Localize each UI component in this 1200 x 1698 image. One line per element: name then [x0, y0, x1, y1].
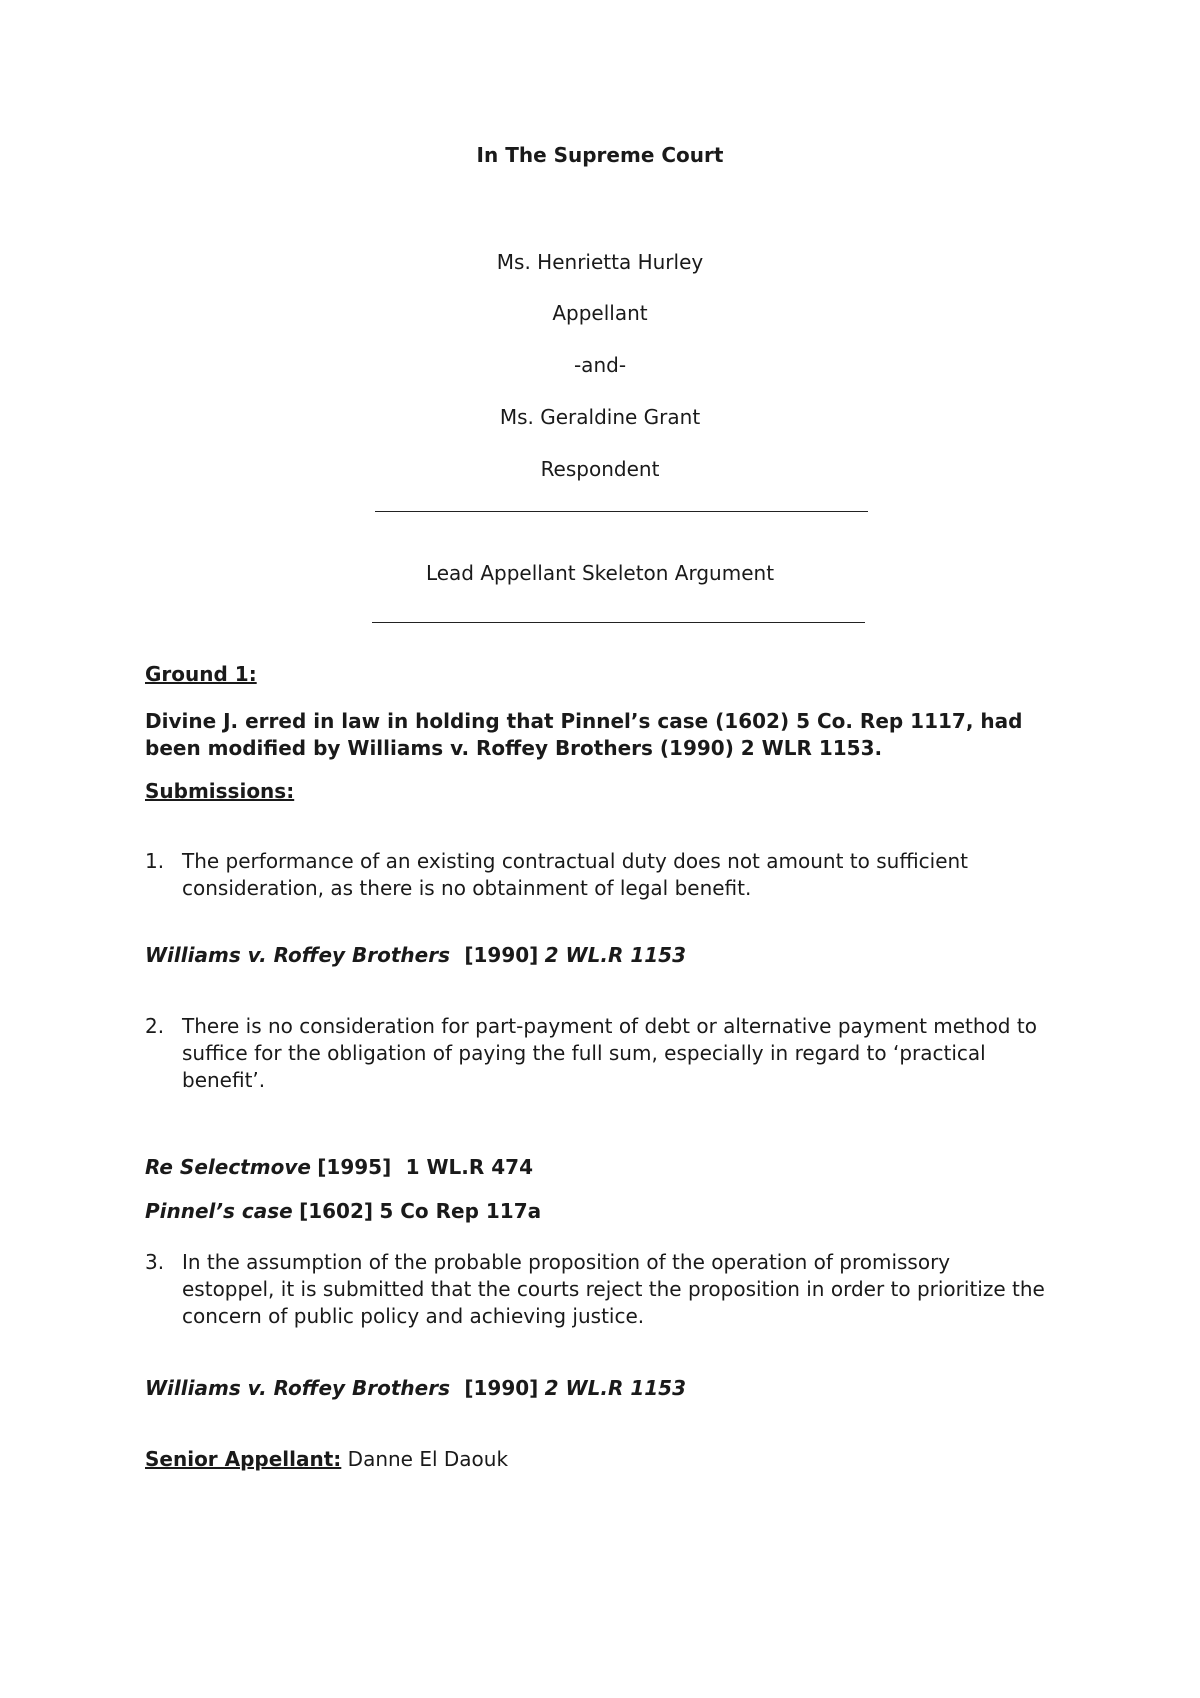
- submission-item-2: [145, 1013, 1075, 1094]
- document-title: Lead Appellant Skeleton Argument: [425, 561, 775, 585]
- case-name: Pinnel’s case: [145, 1199, 293, 1223]
- submission-line: concern of public policy and achieving justice.: [182, 1304, 645, 1328]
- case-year: [1990]: [464, 1376, 539, 1400]
- authority-pinnel: [145, 1198, 1065, 1225]
- case-name: Re Selectmove: [145, 1155, 311, 1179]
- submission-number: 3.: [145, 1250, 165, 1274]
- submission-number: 1.: [145, 849, 165, 873]
- submission-line: There is no consideration for part-payment of debt or alternative payment method to: [182, 1014, 1037, 1038]
- divider-bottom: [372, 622, 865, 623]
- case-name: Williams v. Roffey Brothers: [145, 943, 450, 967]
- ground-statement-line-2: been modified by Williams v. Roffey Brothers (1990) 2 WLR 1153.: [145, 736, 883, 760]
- ground-heading: Ground 1:: [145, 662, 257, 686]
- case-year: [1995]: [317, 1155, 392, 1179]
- case-year: [1602]: [299, 1199, 374, 1223]
- respondent-name: Ms. Geraldine Grant: [499, 405, 701, 429]
- authority-williams-1: [145, 942, 1065, 969]
- submission-line: benefit’.: [182, 1068, 266, 1092]
- ground-statement: [145, 708, 1065, 762]
- appellant-name: Ms. Henrietta Hurley: [496, 250, 704, 274]
- case-citation: 1 WL.R 474: [405, 1155, 533, 1179]
- case-name: Williams v. Roffey Brothers: [145, 1376, 450, 1400]
- submission-line: The performance of an existing contractual duty does not amount to sufficient: [182, 849, 969, 873]
- case-citation: 2 WL.R 1153: [544, 1376, 686, 1400]
- court-heading: In The Supreme Court: [476, 143, 724, 167]
- respondent-role: Respondent: [540, 457, 660, 481]
- senior-appellant-label: Senior Appellant:: [145, 1447, 342, 1471]
- submission-number: 2.: [145, 1014, 165, 1038]
- case-citation: 5 Co Rep 117a: [379, 1199, 542, 1223]
- submission-line: suffice for the obligation of paying the full sum, especially in regard to ‘practical: [182, 1041, 986, 1065]
- divider-top: [375, 511, 868, 512]
- submission-line: consideration, as there is no obtainment of legal benefit.: [182, 876, 752, 900]
- authority-selectmove: [145, 1154, 1065, 1181]
- submission-line: In the assumption of the probable proposition of the operation of promissory: [182, 1250, 951, 1274]
- submission-item-1: [145, 848, 1075, 902]
- submission-line: estoppel, it is submitted that the courts reject the proposition in order to prioritize the: [182, 1277, 1045, 1301]
- authority-williams-2: [145, 1375, 1065, 1402]
- submissions-heading: Submissions:: [145, 779, 295, 803]
- case-year: [1990]: [464, 943, 539, 967]
- senior-appellant-name: Danne El Daouk: [347, 1447, 509, 1471]
- ground-statement-line-1: Divine J. erred in law in holding that Pinnel’s case (1602) 5 Co. Rep 1117, had: [145, 709, 1023, 733]
- senior-appellant: [145, 1446, 1065, 1473]
- case-citation: 2 WL.R 1153: [544, 943, 686, 967]
- and-separator: -and-: [573, 353, 627, 377]
- submission-item-3: [145, 1249, 1075, 1330]
- appellant-role: Appellant: [552, 301, 648, 325]
